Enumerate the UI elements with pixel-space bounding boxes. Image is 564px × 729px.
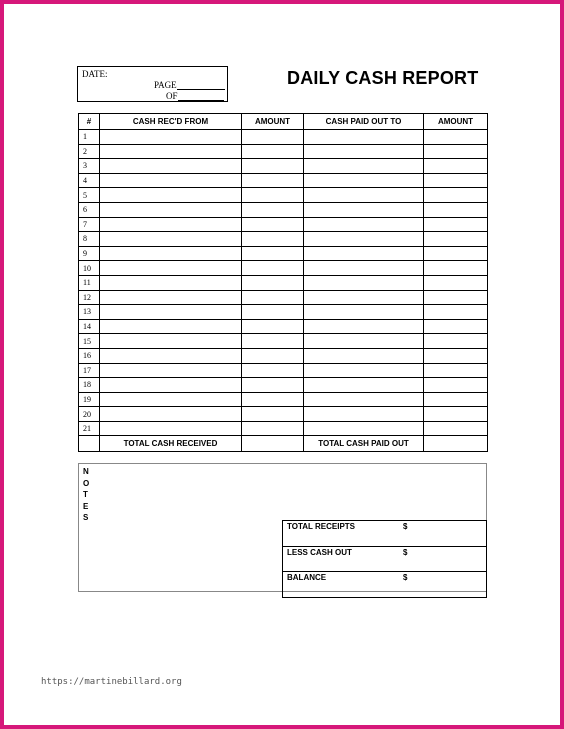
amount-paid-cell[interactable] [424,378,488,393]
table-row [79,159,488,174]
amount-received-cell[interactable] [242,246,304,261]
amount-received-cell[interactable] [242,319,304,334]
amount-paid-cell[interactable] [424,202,488,217]
table-row [79,319,488,334]
amount-received-cell[interactable] [242,290,304,305]
cash-received-from-cell[interactable] [100,144,242,159]
amount-received-cell[interactable] [242,348,304,363]
row-number: 12 [79,290,100,305]
cash-received-from-cell[interactable] [100,261,242,276]
of-line [178,92,224,101]
amount-paid-cell[interactable] [424,144,488,159]
row-number: 17 [79,363,100,378]
notes-letter: E [83,501,89,511]
table-row [79,130,488,145]
amount-received-cell[interactable] [242,407,304,422]
total-cash-received-label: TOTAL CASH RECEIVED [100,436,242,452]
summary-row-less-cash-out [283,546,487,572]
row-number: 6 [79,202,100,217]
amount-paid-cell[interactable] [424,232,488,247]
amount-received-cell[interactable] [242,363,304,378]
cash-received-from-cell[interactable] [100,290,242,305]
cash-paid-out-to-cell[interactable] [304,290,424,305]
balance-value[interactable]: $ [399,572,487,598]
amount-received-cell[interactable] [242,334,304,349]
table-row [79,378,488,393]
row-number: 16 [79,348,100,363]
total-receipts-value[interactable]: $ [399,521,487,547]
amount-received-cell[interactable] [242,202,304,217]
table-row [79,232,488,247]
cash-received-from-cell[interactable] [100,407,242,422]
total-received-amount-cell[interactable] [242,436,304,452]
of-field [166,91,224,101]
date-page-box [77,66,228,102]
row-number: 21 [79,421,100,436]
table-header-row [79,114,488,130]
amount-paid-cell[interactable] [424,290,488,305]
col-header-amount-paid: AMOUNT [424,114,488,130]
cash-received-from-cell[interactable] [100,305,242,320]
cash-received-from-cell[interactable] [100,232,242,247]
amount-paid-cell[interactable] [424,188,488,203]
notes-letter: T [83,490,88,499]
cash-paid-out-to-cell[interactable] [304,348,424,363]
table-row [79,305,488,320]
row-number: 9 [79,246,100,261]
amount-received-cell[interactable] [242,130,304,145]
cash-received-from-cell[interactable] [100,319,242,334]
cash-received-from-cell[interactable] [100,246,242,261]
row-number: 10 [79,261,100,276]
row-number: 19 [79,392,100,407]
amount-paid-cell[interactable] [424,363,488,378]
amount-paid-cell[interactable] [424,261,488,276]
table-row [79,261,488,276]
amount-received-cell[interactable] [242,159,304,174]
table-row [79,188,488,203]
cash-paid-out-to-cell[interactable] [304,173,424,188]
amount-received-cell[interactable] [242,232,304,247]
amount-received-cell[interactable] [242,378,304,393]
cash-received-from-cell[interactable] [100,188,242,203]
cash-received-from-cell[interactable] [100,217,242,232]
page-title: DAILY CASH REPORT [287,68,479,88]
cash-paid-out-to-cell[interactable] [304,392,424,407]
total-number-cell [79,436,100,452]
amount-received-cell[interactable] [242,392,304,407]
cash-paid-out-to-cell[interactable] [304,275,424,290]
amount-received-cell[interactable] [242,261,304,276]
cash-table [78,113,488,452]
table-row [79,217,488,232]
cash-paid-out-to-cell[interactable] [304,421,424,436]
cash-received-from-cell[interactable] [100,378,242,393]
cash-paid-out-to-cell[interactable] [304,217,424,232]
cash-received-from-cell[interactable] [100,334,242,349]
cash-received-from-cell[interactable] [100,348,242,363]
cash-received-from-cell[interactable] [100,202,242,217]
amount-paid-cell[interactable] [424,319,488,334]
cash-paid-out-to-cell[interactable] [304,363,424,378]
row-number: 14 [79,319,100,334]
table-row [79,407,488,422]
summary-row-total-receipts [283,521,487,547]
amount-paid-cell[interactable] [424,246,488,261]
cash-paid-out-to-cell[interactable] [304,334,424,349]
amount-paid-cell[interactable] [424,407,488,422]
row-number: 3 [79,159,100,174]
notes-letter: N [83,467,89,476]
amount-paid-cell[interactable] [424,392,488,407]
notes-letter: S [83,513,89,522]
cash-paid-out-to-cell[interactable] [304,202,424,217]
row-number: 18 [79,378,100,393]
amount-paid-cell[interactable] [424,173,488,188]
cash-received-from-cell[interactable] [100,130,242,145]
totals-row [79,436,488,452]
table-row [79,348,488,363]
cash-paid-out-to-cell[interactable] [304,305,424,320]
date-label: DATE: [82,69,108,79]
row-number: 5 [79,188,100,203]
amount-paid-cell[interactable] [424,130,488,145]
cash-paid-out-to-cell[interactable] [304,319,424,334]
row-number: 4 [79,173,100,188]
table-row [79,173,488,188]
cash-paid-out-to-cell[interactable] [304,144,424,159]
table-row [79,334,488,349]
col-header-number: # [79,114,100,130]
table-row [79,290,488,305]
amount-paid-cell[interactable] [424,348,488,363]
amount-received-cell[interactable] [242,188,304,203]
amount-received-cell[interactable] [242,173,304,188]
amount-paid-cell[interactable] [424,305,488,320]
cash-received-from-cell[interactable] [100,363,242,378]
row-number: 20 [79,407,100,422]
source-url: https://martinebillard.org [41,677,182,687]
total-cash-paid-out-label: TOTAL CASH PAID OUT [304,436,424,452]
summary-table [282,520,487,598]
cash-received-from-cell[interactable] [100,159,242,174]
notes-letter: O [83,478,90,488]
amount-paid-cell[interactable] [424,159,488,174]
cash-paid-out-to-cell[interactable] [304,232,424,247]
row-number: 2 [79,144,100,159]
table-row [79,392,488,407]
table-row [79,275,488,290]
amount-paid-cell[interactable] [424,217,488,232]
page-field [154,80,225,90]
amount-paid-cell[interactable] [424,334,488,349]
table-row [79,144,488,159]
amount-paid-cell[interactable] [424,275,488,290]
cash-received-from-cell[interactable] [100,275,242,290]
amount-received-cell[interactable] [242,421,304,436]
amount-received-cell[interactable] [242,144,304,159]
page-line [177,81,225,90]
row-number: 13 [79,305,100,320]
cash-paid-out-to-cell[interactable] [304,378,424,393]
notes-label [83,466,91,524]
cash-paid-out-to-cell[interactable] [304,159,424,174]
row-number: 1 [79,130,100,145]
total-receipts-label: TOTAL RECEIPTS [283,521,400,547]
less-cash-out-label: LESS CASH OUT [283,546,400,572]
summary-row-balance [283,572,487,598]
cash-paid-out-to-cell[interactable] [304,246,424,261]
table-row [79,246,488,261]
cash-received-from-cell[interactable] [100,421,242,436]
amount-paid-cell[interactable] [424,421,488,436]
table-row [79,421,488,436]
row-number: 15 [79,334,100,349]
less-cash-out-value[interactable]: $ [399,546,487,572]
amount-received-cell[interactable] [242,217,304,232]
row-number: 11 [79,275,100,290]
col-header-cash-received-from: CASH REC'D FROM [100,114,242,130]
cash-paid-out-to-cell[interactable] [304,188,424,203]
table-row [79,363,488,378]
table-row [79,202,488,217]
of-label: OF [166,91,178,101]
cash-paid-out-to-cell[interactable] [304,261,424,276]
amount-received-cell[interactable] [242,305,304,320]
row-number: 8 [79,232,100,247]
page-label: PAGE [154,80,177,90]
total-paid-amount-cell[interactable] [424,436,488,452]
col-header-amount-received: AMOUNT [242,114,304,130]
col-header-cash-paid-out-to: CASH PAID OUT TO [304,114,424,130]
amount-received-cell[interactable] [242,275,304,290]
cash-received-from-cell[interactable] [100,173,242,188]
row-number: 7 [79,217,100,232]
cash-paid-out-to-cell[interactable] [304,130,424,145]
balance-label: BALANCE [283,572,400,598]
cash-paid-out-to-cell[interactable] [304,407,424,422]
cash-received-from-cell[interactable] [100,392,242,407]
